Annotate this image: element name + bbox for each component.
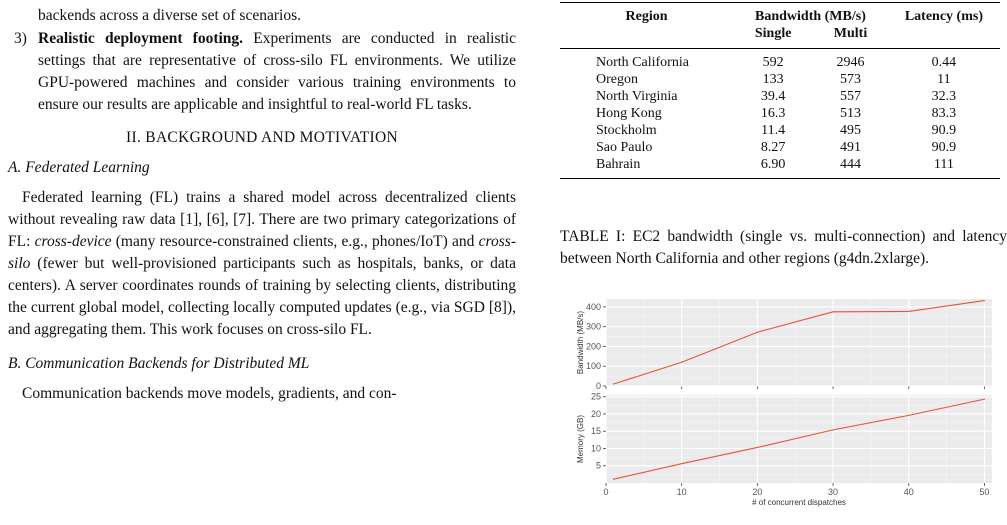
bandwidth-chart bbox=[576, 299, 992, 391]
cell-single: 11.4 bbox=[761, 123, 786, 138]
y-tick-label: 25 bbox=[590, 391, 601, 402]
x-tick-label: 30 bbox=[828, 487, 839, 497]
item-text: Experiments are conducted in realistic settings that are representative of cross-silo FL environments. We utilize GPU-powered machines and consider various training environments to ensure our results are applicable and insightful to real-world FL tasks. bbox=[38, 30, 516, 113]
table-row bbox=[560, 122, 1000, 139]
table-row bbox=[560, 49, 1000, 72]
y-tick-label: 15 bbox=[590, 426, 601, 437]
y-tick-label: 200 bbox=[585, 341, 601, 352]
data-point bbox=[984, 399, 985, 400]
y-tick-label: 5 bbox=[595, 460, 601, 471]
paragraph-text: (fewer but well-provisioned participants such as hospitals, banks, or data centers). A server coordinates rounds of training by selecting clients, distributing the current global model, collecting locally computed updates (e.g., via SGD [8]), and aggregating them. This work focuses on cross-silo FL. bbox=[8, 255, 516, 338]
header-single: Single bbox=[754, 26, 792, 41]
cell-region: Stockholm bbox=[596, 123, 657, 138]
cell-single: 6.90 bbox=[760, 157, 786, 172]
cell-latency: 0.44 bbox=[931, 55, 957, 70]
table-row bbox=[560, 139, 1000, 156]
y-tick-label: 10 bbox=[590, 443, 601, 454]
section-title: II. BACKGROUND AND MOTIVATION bbox=[126, 129, 398, 146]
cell-single: 16.3 bbox=[760, 106, 786, 121]
cell-region: Sao Paulo bbox=[596, 140, 653, 155]
cell-latency: 90.9 bbox=[931, 140, 957, 155]
table-row bbox=[560, 105, 1000, 122]
cell-multi: 491 bbox=[840, 140, 862, 155]
header-multi: Multi bbox=[833, 26, 868, 41]
header-bandwidth: Bandwidth (MB/s) bbox=[755, 9, 866, 24]
data-point bbox=[832, 311, 833, 312]
table-body bbox=[560, 49, 1000, 179]
subsection-title-a: A. Federated Learning bbox=[8, 159, 150, 176]
emphasis-cross-device: cross-device bbox=[34, 233, 112, 250]
y-tick-label: 100 bbox=[585, 361, 601, 372]
paragraph-backends: Communication backends move models, gradients, and con- bbox=[22, 385, 397, 402]
ec2-table bbox=[560, 2, 1000, 179]
item-number: 3) bbox=[14, 30, 27, 47]
x-tick-label: 10 bbox=[676, 487, 687, 497]
cell-multi: 444 bbox=[840, 157, 862, 172]
x-tick-label: 20 bbox=[752, 487, 763, 497]
memory-chart bbox=[576, 392, 992, 507]
data-point bbox=[681, 362, 682, 363]
cell-region: Oregon bbox=[596, 72, 638, 87]
item-heading: Realistic deployment footing. bbox=[38, 30, 244, 47]
cell-latency: 83.3 bbox=[931, 106, 957, 121]
table-row bbox=[560, 71, 1000, 88]
plot-panel bbox=[606, 299, 992, 386]
cell-multi: 557 bbox=[840, 89, 862, 104]
cell-single: 39.4 bbox=[760, 89, 786, 104]
table-caption: TABLE I: EC2 bandwidth (single vs. multi-connection) and latency between North California and other regions (g4dn.2xlarge). bbox=[560, 228, 1007, 267]
header-region: Region bbox=[625, 9, 668, 24]
data-point bbox=[681, 463, 682, 464]
cell-multi: 573 bbox=[840, 72, 862, 87]
cell-single: 8.27 bbox=[760, 140, 786, 155]
cell-multi: 2946 bbox=[836, 55, 865, 70]
paragraph-text: (many resource-constrained clients, e.g., phones/IoT) and bbox=[111, 233, 479, 250]
x-tick-label: 40 bbox=[903, 487, 914, 497]
y-tick-label: 0 bbox=[595, 381, 601, 391]
data-point bbox=[832, 429, 833, 430]
y-tick-label: 300 bbox=[585, 321, 601, 332]
y-axis-label: Bandwidth (MB/s) bbox=[576, 310, 585, 375]
cell-single: 133 bbox=[762, 72, 784, 87]
y-tick-label: 20 bbox=[590, 408, 601, 419]
y-tick-label: 400 bbox=[585, 301, 601, 312]
text-line: backends across a diverse set of scenarios. bbox=[38, 7, 301, 24]
subsection-title-b: B. Communication Backends for Distributed ML bbox=[8, 355, 310, 372]
cell-region: Bahrain bbox=[596, 157, 641, 172]
cell-latency: 90.9 bbox=[931, 123, 957, 138]
x-axis-label: # of concurrent dispatches bbox=[752, 498, 846, 507]
cell-multi: 513 bbox=[840, 106, 862, 121]
cell-multi: 495 bbox=[840, 123, 862, 138]
table-row bbox=[560, 156, 1000, 179]
enumerated-item-3 bbox=[8, 28, 516, 116]
header-latency: Latency (ms) bbox=[904, 9, 983, 24]
cell-region: North California bbox=[596, 55, 689, 70]
paragraph-text: Federated learning (FL) trains a shared model across decentralized clients without revealing raw data [1], [6], [7]. There are two primary categorizations of FL: bbox=[8, 189, 516, 250]
cell-latency: 111 bbox=[933, 157, 954, 172]
plot-panel bbox=[606, 395, 992, 483]
cell-region: North Virginia bbox=[596, 89, 678, 104]
data-point bbox=[613, 383, 614, 384]
cell-latency: 32.3 bbox=[931, 89, 957, 104]
data-point bbox=[984, 300, 985, 301]
concurrency-figure bbox=[0, 295, 1007, 525]
table-row bbox=[560, 88, 1000, 105]
data-point bbox=[613, 479, 614, 480]
data-point bbox=[757, 447, 758, 448]
cell-region: Hong Kong bbox=[596, 106, 662, 121]
cell-latency: 11 bbox=[937, 72, 951, 87]
data-point bbox=[908, 311, 909, 312]
y-axis-label: Memory (GB) bbox=[576, 415, 585, 463]
emphasis-cross-silo: cross-silo bbox=[8, 233, 516, 272]
x-tick-label: 0 bbox=[603, 487, 609, 497]
data-point bbox=[908, 415, 909, 416]
data-point bbox=[757, 332, 758, 333]
cell-single: 592 bbox=[762, 55, 784, 70]
x-tick-label: 50 bbox=[979, 487, 990, 497]
